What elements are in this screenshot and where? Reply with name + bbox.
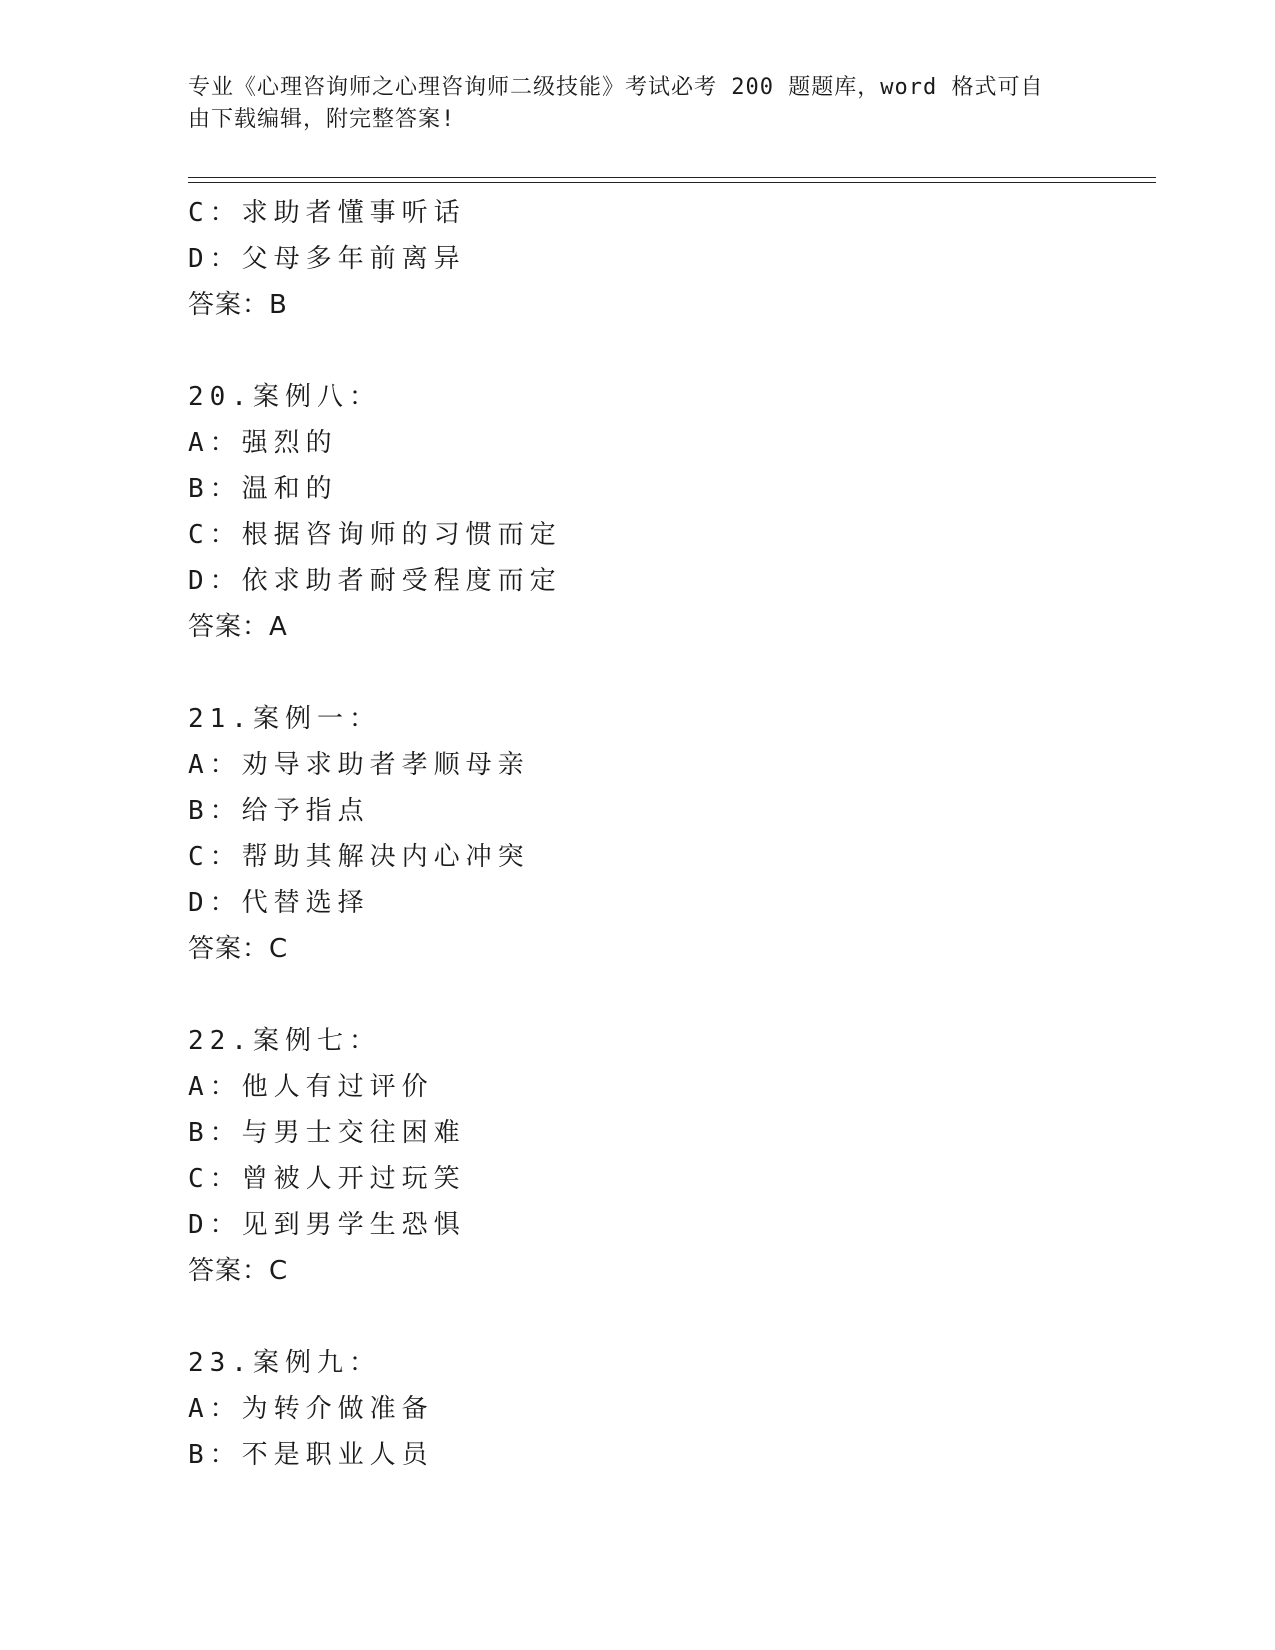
header-line-2: 由下载编辑，附完整答案!	[188, 107, 456, 132]
header-divider-bottom	[188, 182, 1156, 183]
option-c: C：帮助其解决内心冲突	[188, 842, 530, 872]
option-c: C：曾被人开过玩笑	[188, 1164, 466, 1194]
header-divider-top	[188, 177, 1156, 178]
option-b: B：温和的	[188, 474, 338, 504]
option-d: D：代替选择	[188, 888, 370, 918]
option-a: A：他人有过评价	[188, 1072, 434, 1102]
question-title: 23.案例九：	[188, 1348, 381, 1378]
option-a: A：为转介做准备	[188, 1394, 434, 1424]
option-c: C：求助者懂事听话	[188, 198, 466, 228]
option-b: B：与男士交往困难	[188, 1118, 466, 1148]
question-20	[188, 374, 1148, 650]
option-d: D：父母多年前离异	[188, 244, 466, 274]
question-23	[188, 1340, 1148, 1478]
option-d: D：依求助者耐受程度而定	[188, 566, 562, 596]
option-b: B：给予指点	[188, 796, 370, 826]
answer: 答案：C	[188, 934, 289, 964]
document-header	[188, 72, 1068, 136]
option-a: A：劝导求助者孝顺母亲	[188, 750, 530, 780]
question-22	[188, 1018, 1148, 1294]
option-c: C：根据咨询师的习惯而定	[188, 520, 562, 550]
question-title: 21.案例一：	[188, 704, 381, 734]
question-list	[188, 190, 1148, 1478]
option-d: D：见到男学生恐惧	[188, 1210, 466, 1240]
question-title: 22.案例七：	[188, 1026, 381, 1056]
header-line-1: 专业《心理咨询师之心理咨询师二级技能》考试必考 200 题题库，word 格式可自	[188, 75, 1044, 100]
answer: 答案：C	[188, 1256, 289, 1286]
question-21	[188, 696, 1148, 972]
option-b: B：不是职业人员	[188, 1440, 434, 1470]
question-19-continued	[188, 190, 1148, 328]
option-a: A：强烈的	[188, 428, 338, 458]
question-title: 20.案例八：	[188, 382, 381, 412]
answer: 答案：A	[188, 612, 288, 642]
answer: 答案：B	[188, 290, 288, 320]
